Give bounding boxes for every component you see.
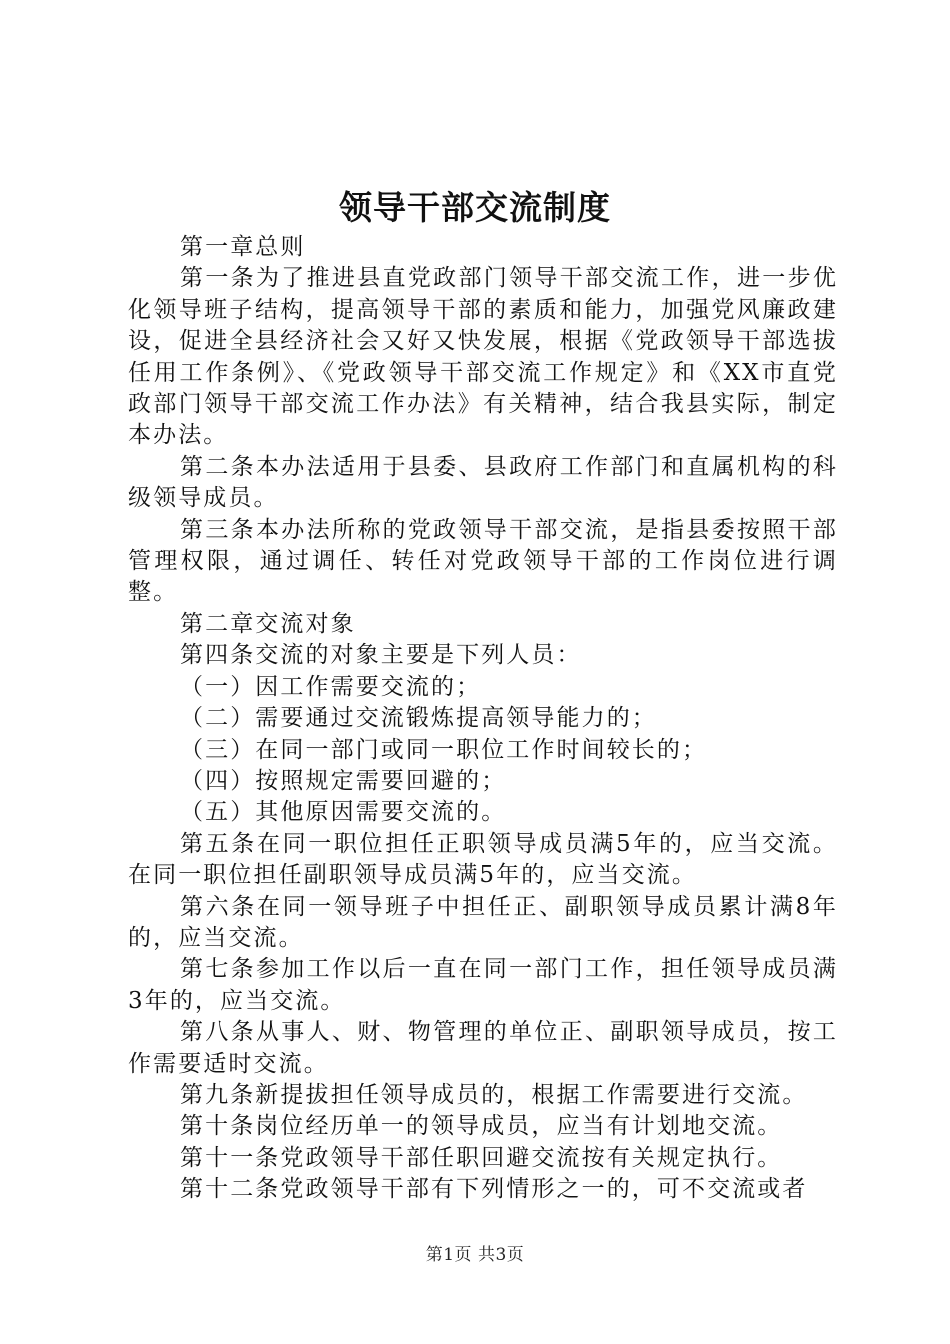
list-item: （四）按照规定需要回避的； — [180, 767, 507, 794]
article-paragraph: 第五条在同一职位担任正职领导成员满5年的，应当交流。在同一职位担任副职领导成员满5年的，应当交流。 — [128, 830, 838, 889]
list-item: （五）其他原因需要交流的。 — [180, 799, 507, 826]
article-paragraph: 第七条参加工作以后一直在同一部门工作，担任领导成员满3年的，应当交流。 — [128, 956, 838, 1014]
article-paragraph: 第四条交流的对象主要是下列人员： — [180, 642, 582, 669]
article-paragraph: 第八条从事人、财、物管理的单位正、副职领导成员，按工作需要适时交流。 — [128, 1019, 838, 1077]
list-item: （二）需要通过交流锻炼提高领导能力的； — [180, 705, 657, 732]
chapter-heading: 第二章交流对象 — [180, 610, 356, 637]
article-paragraph: 第十一条党政领导干部任职回避交流按有关规定执行。 — [180, 1144, 783, 1171]
article-paragraph: 第六条在同一领导班子中担任正、副职领导成员累计满8年的，应当交流。 — [128, 893, 838, 951]
article-paragraph: 第一条为了推进县直党政部门领导干部交流工作，进一步优化领导班子结构，提高领导干部的素质和能力，加强党风廉政建设，促进全县经济社会又好又快发展，根据《党政领导干部选拔任用工作条例》、《党政领导干部交流工作规定》和《XX市直党政部门领导干部交流工作办法》有关精神，结合我县实际，制定本办法。 — [128, 265, 838, 449]
article-paragraph: 第十二条党政领导干部有下列情形之一的，可不交流或者 — [180, 1176, 808, 1203]
document-body — [128, 232, 838, 1206]
list-item: （一）因工作需要交流的； — [180, 673, 482, 700]
article-paragraph: 第二条本办法适用于县委、县政府工作部门和直属机构的科级领导成员。 — [128, 453, 838, 512]
article-paragraph: 第十条岗位经历单一的领导成员，应当有计划地交流。 — [180, 1113, 783, 1140]
page-footer: 第1页 共3页 — [425, 1245, 525, 1265]
article-paragraph: 第三条本办法所称的党政领导干部交流，是指县委按照干部管理权限，通过调任、转任对党政领导干部的工作岗位进行调整。 — [128, 516, 838, 606]
article-paragraph: 第九条新提拔担任领导成员的，根据工作需要进行交流。 — [180, 1081, 808, 1108]
list-item: （三）在同一部门或同一职位工作时间较长的； — [180, 736, 708, 763]
document-title: 领导干部交流制度 — [339, 188, 611, 227]
chapter-heading: 第一章总则 — [180, 234, 306, 260]
